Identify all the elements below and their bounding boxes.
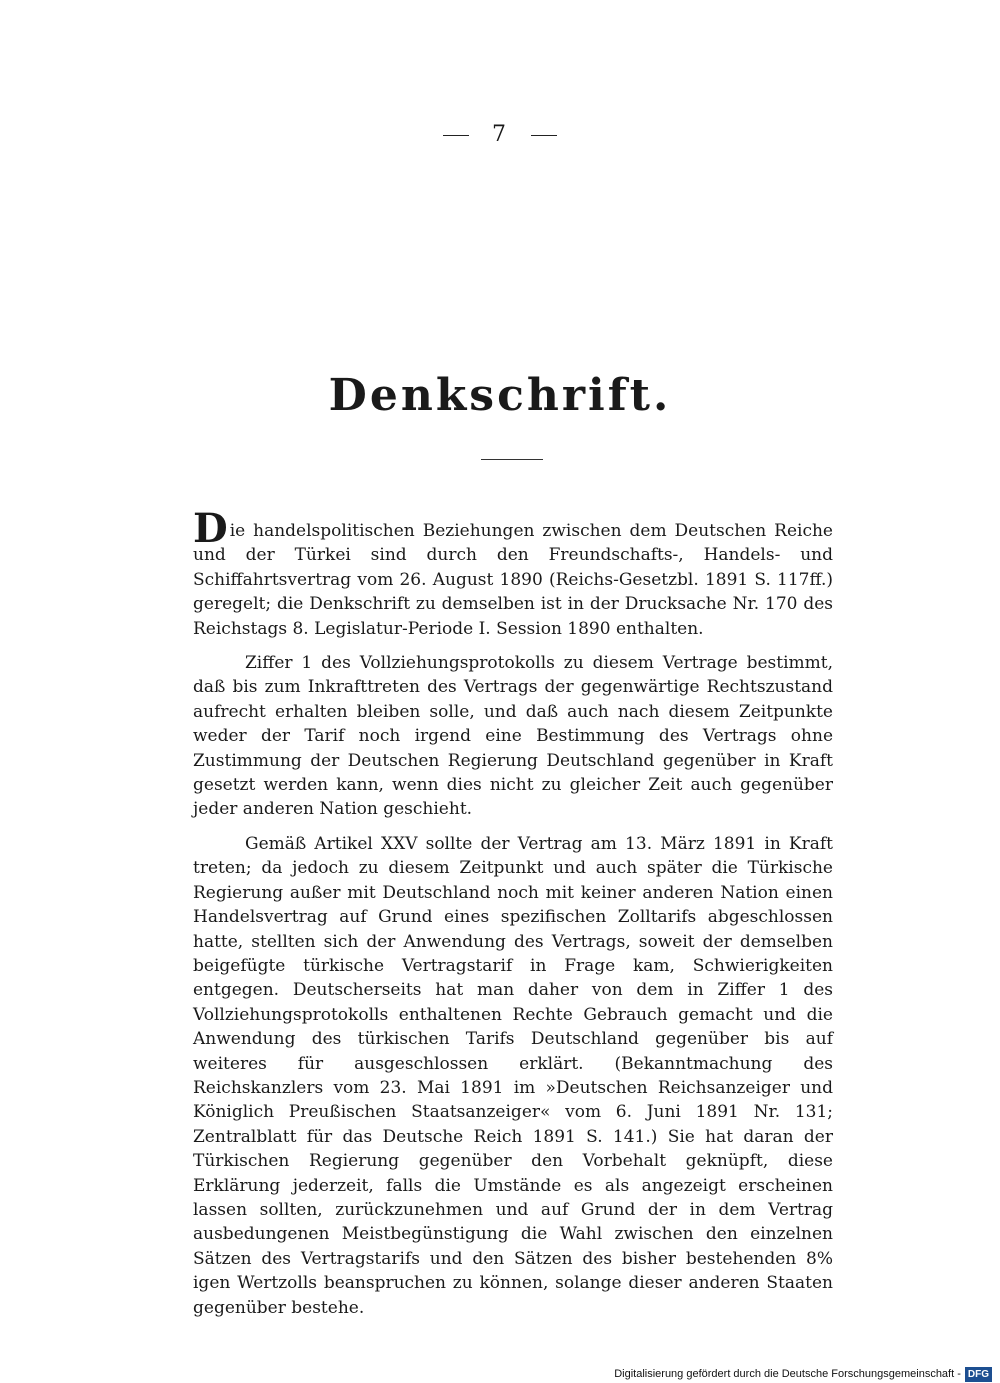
page-number: 7 — [492, 122, 508, 147]
body-text — [193, 505, 833, 1330]
dfg-logo: DFG — [965, 1367, 992, 1382]
page-header — [0, 122, 1000, 147]
header-dash-right — [531, 135, 557, 136]
paragraph-1-text: ie handelspolitischen Beziehungen zwischen dem Deutschen Reiche und der Türkei sind durch den Freundschafts-, Handels- und Schiffahrtsvertrag vom 26. August 1890 (Reichs-Gesetzbl. 1891 S. 117ff.) geregelt; die Denkschrift zu demselben ist in der Drucksache Nr. 170 des Reichstags 8. Legislatur-Periode I. Session 1890 enthalten. — [193, 521, 833, 639]
paragraph-2: Ziffer 1 des Vollziehungsprotokolls zu diesem Vertrage bestimmt, daß bis zum Inkrafttreten des Vertrags der gegenwärtige Rechtszustand aufrecht erhalten bleiben solle, und daß auch nach diesem Zeitpunkte weder der Tarif noch irgend eine Bestimmung des Vertrags ohne Zustimmung der Deutschen Regierung Deutschland gegenüber in Kraft gesetzt werden kann, wenn dies nicht zu gleicher Zeit auch gegenüber jeder anderen Nation geschieht. — [193, 653, 833, 820]
header-dash-left — [443, 135, 469, 136]
footer-credit: Digitalisierung gefördert durch die Deutsche Forschungsgemeinschaft - — [614, 1368, 961, 1380]
title-divider — [481, 459, 543, 460]
paragraph-3: Gemäß Artikel XXV sollte der Vertrag am 13. März 1891 in Kraft treten; da jedoch zu diesem Zeitpunkt und auch später die Türkische Regierung außer mit Deutschland noch mit keiner anderen Nation einen Handelsvertrag auf Grund eines spezifischen Zolltarifs abgeschlossen hatte, stellten sich der Anwendung des Vertrags, soweit der demselben beigefügte türkische Vertragstarif in Frage kam, Schwierigkeiten entgegen. Deutscherseits hat man daher von dem in Ziffer 1 des Vollziehungsprotokolls enthaltenen Rechte Gebrauch gemacht und die Anwendung des türkischen Tarifs Deutschland gegenüber bis auf weiteres für ausgeschlossen erklärt. (Bekanntmachung des Reichskanzlers vom 23. Mai 1891 im »Deutschen Reichsanzeiger und Königlich Preußischen Staatsanzeiger« vom 6. Juni 1891 Nr. 131; Zentralblatt für das Deutsche Reich 1891 S. 141.) Sie hat daran der Türkischen Regierung gegenüber den Vorbehalt geknüpft, diese Erklärung jederzeit, falls die Umstände es als angezeigt erscheinen lassen sollten, zurückzunehmen und auf Grund der in dem Vertrag ausbedungenen Meistbegünstigung die Wahl zwischen den einzelnen Sätzen des Vertragstarifs und den Sätzen des bisher bestehenden 8% igen Wertzolls beanspruchen zu können, solange dieser anderen Staaten gegenüber bestehe. — [193, 833, 833, 1318]
digitization-footer — [614, 1365, 992, 1383]
drop-cap: D — [193, 505, 228, 552]
paragraph-1 — [193, 505, 833, 641]
document-title: Denkschrift. — [328, 370, 672, 421]
